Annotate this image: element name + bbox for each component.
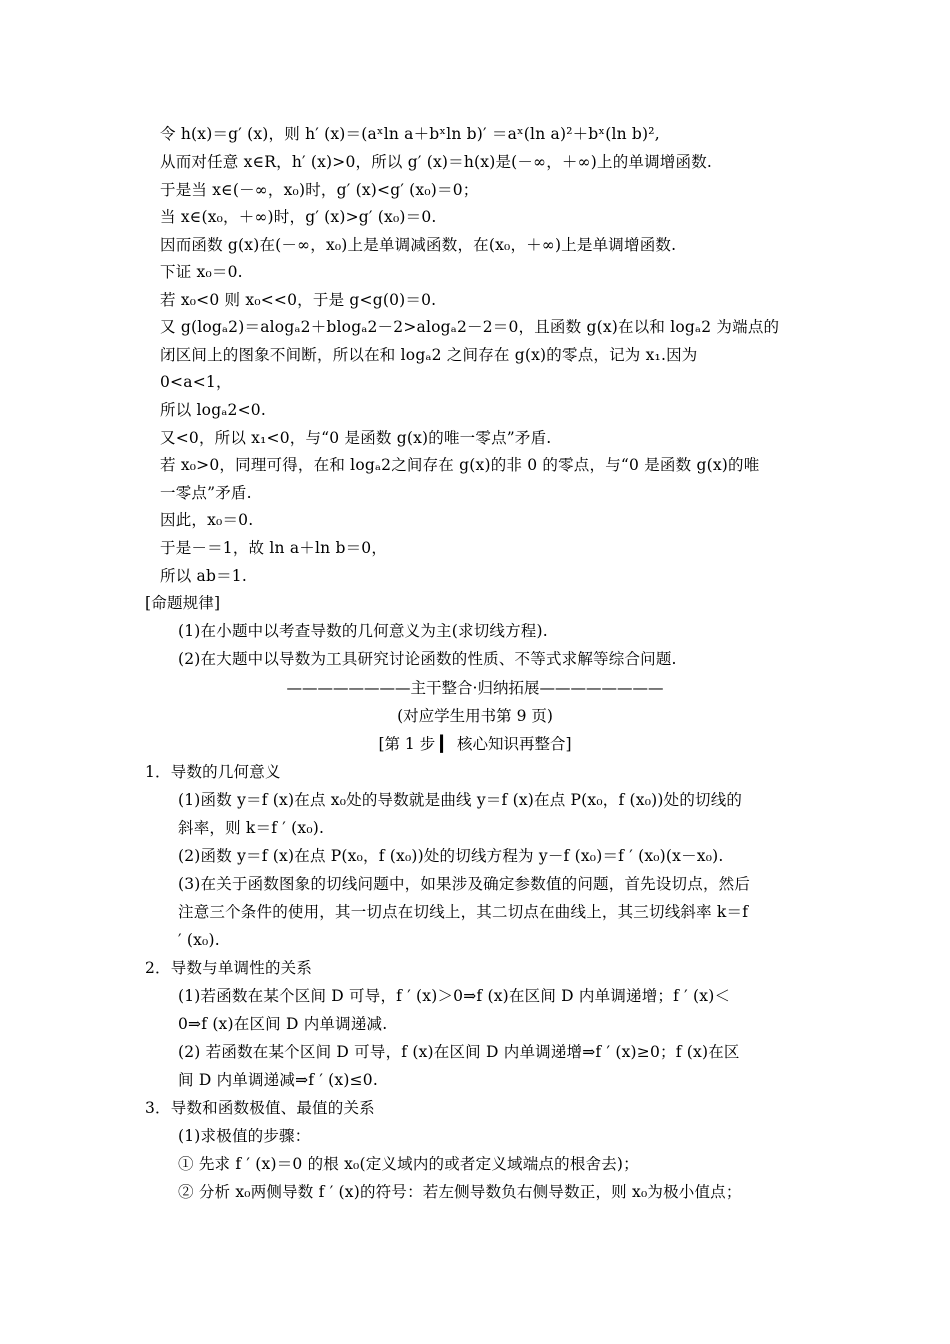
item-line: (2) 若函数在某个区间 D 可导，f (x)在区间 D 内单调递增⇒f ′ (x)≥0；f (x)在区	[178, 1043, 740, 1061]
rule-line: (2)在大题中以导数为工具研究讨论函数的性质、不等式求解等综合问题.	[178, 650, 677, 668]
proof-line: 下证 x₀＝0.	[160, 263, 243, 281]
section-title: ————————主干整合·归纳拓展————————	[286, 679, 664, 697]
section-reference: (对应学生用书第 9 页)	[397, 707, 553, 725]
proof-line: 所以 logₐ2<0.	[160, 401, 266, 419]
item-line: (2)函数 y＝f (x)在点 P(x₀，f (x₀))处的切线方程为 y－f (x₀)＝f ′ (x₀)(x－x₀).	[178, 847, 724, 865]
item-line: (1)若函数在某个区间 D 可导，f ′ (x)＞0⇒f (x)在区间 D 内单调递增；f ′ (x)＜	[178, 987, 731, 1005]
item-heading: 2．导数与单调性的关系	[145, 959, 313, 977]
proof-line: 若 x₀>0，同理可得，在和 logₐ2之间存在 g(x)的非 0 的零点，与“0 是函数 g(x)的唯	[160, 456, 760, 474]
item-line: ① 先求 f ′ (x)＝0 的根 x₀(定义域内的或者定义域端点的根舍去)；	[178, 1155, 639, 1173]
item-line: ② 分析 x₀两侧导数 f ′ (x)的符号：若左侧导数负右侧导数正，则 x₀为极小值点；	[178, 1183, 742, 1201]
item-line: (3)在关于函数图象的切线问题中，如果涉及确定参数值的问题，首先设切点，然后	[178, 875, 751, 893]
item-line: (1)函数 y＝f (x)在点 x₀处的导数就是曲线 y＝f (x)在点 P(x₀，f (x₀))处的切线的	[178, 791, 743, 809]
proof-line: 因此，x₀＝0.	[160, 511, 254, 529]
proof-line: 闭区间上的图象不间断，所以在和 logₐ2 之间存在 g(x)的零点，记为 x₁.因为	[160, 346, 698, 364]
proof-line: 若 x₀<0 则 x₀<<0，于是 g<g(0)＝0.	[160, 291, 437, 309]
proof-line: 又<0，所以 x₁<0，与“0 是函数 g(x)的唯一零点”矛盾.	[160, 429, 552, 447]
step-label: [第 1 步 ▎ 核心知识再整合]	[378, 735, 572, 753]
item-line: 斜率，则 k＝f ′ (x₀).	[178, 819, 325, 837]
item-line: (1)求极值的步骤：	[178, 1127, 311, 1145]
rule-line: (1)在小题中以考查导数的几何意义为主(求切线方程).	[178, 622, 548, 640]
item-line: 0⇒f (x)在区间 D 内单调递减.	[178, 1015, 388, 1033]
proof-line: 令 h(x)＝g′ (x)，则 h′ (x)＝(aˣln a＋bˣln b)′ ＝aˣ(ln a)²＋bˣ(ln b)²,	[160, 125, 660, 143]
rule-heading: [命题规律]	[145, 594, 221, 612]
item-heading: 3．导数和函数极值、最值的关系	[145, 1099, 375, 1117]
item-line: 注意三个条件的使用，其一切点在切线上，其二切点在曲线上，其三切线斜率 k＝f	[178, 903, 749, 921]
proof-line: 从而对任意 x∈R，h′ (x)>0，所以 g′ (x)＝h(x)是(－∞，＋∞)上的单调增函数.	[160, 153, 713, 171]
item-line: 间 D 内单调递减⇒f ′ (x)≤0.	[178, 1071, 378, 1089]
proof-line: 当 x∈(x₀，＋∞)时，g′ (x)>g′ (x₀)＝0.	[160, 208, 437, 226]
proof-line: 0<a<1，	[160, 373, 232, 391]
item-heading: 1．导数的几何意义	[145, 763, 281, 781]
proof-line: 于是－＝1，故 ln a＋ln b＝0，	[160, 539, 388, 557]
item-line: ′ (x₀).	[178, 931, 220, 949]
proof-line: 又 g(logₐ2)＝alogₐ2＋blogₐ2－2>alogₐ2－2＝0，且函数 g(x)在以和 logₐ2 为端点的	[160, 318, 780, 336]
proof-line: 于是当 x∈(－∞，x₀)时，g′ (x)<g′ (x₀)＝0；	[160, 181, 479, 199]
proof-line: 所以 ab＝1.	[160, 567, 247, 585]
proof-line: 因而函数 g(x)在(－∞，x₀)上是单调减函数，在(x₀，＋∞)上是单调增函数.	[160, 236, 677, 254]
proof-line: 一零点”矛盾.	[160, 484, 252, 502]
